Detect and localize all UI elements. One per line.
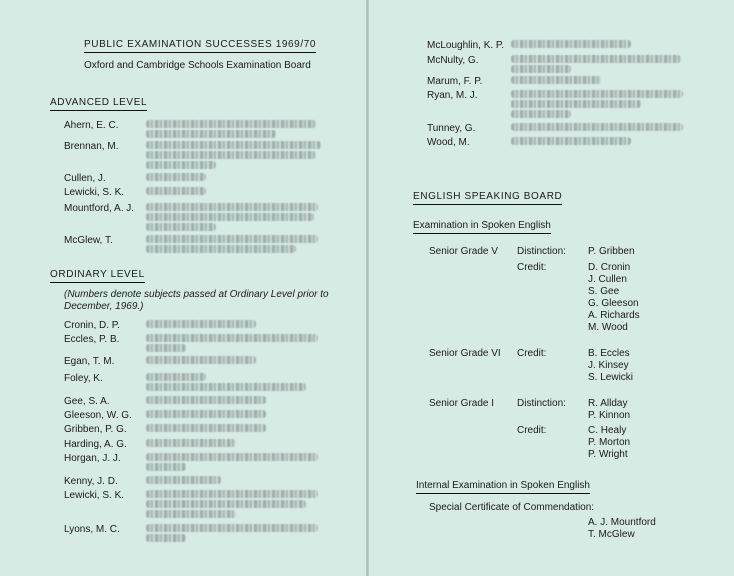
redacted-subjects [146, 373, 206, 381]
award-label: Credit: [517, 348, 547, 359]
student-name: A. J. Mountford [588, 517, 656, 528]
redacted-subjects [511, 100, 641, 108]
ordinary-level-heading: ORDINARY LEVEL [50, 269, 145, 283]
ordinary-name: Gribben, P. G. [64, 424, 127, 435]
redacted-subjects [511, 110, 571, 118]
redacted-subjects [511, 65, 571, 73]
redacted-subjects [146, 223, 216, 231]
redacted-subjects [146, 173, 206, 181]
student-name: S. Lewicki [588, 372, 634, 383]
award-label: Distinction: [517, 246, 566, 257]
ordinary-name: Lyons, M. C. [64, 524, 120, 535]
redacted-subjects [511, 137, 631, 145]
redacted-subjects [511, 123, 683, 131]
redacted-subjects [146, 490, 318, 498]
award-label: Distinction: [517, 398, 566, 409]
spoken-english-heading: Examination in Spoken English [413, 220, 551, 234]
ordinary-name: Harding, A. G. [64, 439, 127, 450]
student-name: M. Wood [588, 322, 628, 333]
board-subtitle: Oxford and Cambridge Schools Examination Board [84, 60, 311, 71]
advanced-name: Lewicki, S. K. [64, 187, 125, 198]
ordinary-name: Gleeson, W. G. [64, 410, 132, 421]
advanced-name: Brennan, M. [64, 141, 119, 152]
redacted-subjects [146, 320, 256, 328]
student-name: P. Morton [588, 437, 631, 448]
grade-label: Senior Grade V [429, 246, 498, 257]
redacted-subjects [146, 213, 314, 221]
grade-label: Senior Grade VI [429, 348, 501, 359]
ordinary-name: Cronin, D. P. [64, 320, 120, 331]
grade-label: Senior Grade I [429, 398, 495, 409]
ordinary-name: Ryan, M. J. [427, 90, 478, 101]
redacted-subjects [146, 130, 276, 138]
redacted-subjects [146, 534, 186, 542]
redacted-subjects [146, 344, 186, 352]
left-page [0, 0, 366, 576]
redacted-subjects [146, 334, 318, 342]
advanced-level-heading: ADVANCED LEVEL [50, 97, 147, 111]
advanced-name: Mountford, A. J. [64, 203, 135, 214]
redacted-subjects [146, 410, 266, 418]
student-name: P. Kinnon [588, 410, 631, 421]
redacted-subjects [146, 439, 236, 447]
redacted-subjects [146, 203, 318, 211]
advanced-name: McGlew, T. [64, 235, 113, 246]
student-name: G. Gleeson [588, 298, 639, 309]
redacted-subjects [146, 476, 221, 484]
right-page [369, 0, 734, 576]
redacted-subjects [511, 76, 601, 84]
redacted-subjects [146, 235, 318, 243]
redacted-subjects [146, 424, 266, 432]
advanced-name: Cullen, J. [64, 173, 106, 184]
redacted-subjects [146, 245, 296, 253]
redacted-subjects [146, 453, 318, 461]
student-name: B. Eccles [588, 348, 630, 359]
redacted-subjects [146, 356, 256, 364]
ordinary-name: Tunney, G. [427, 123, 476, 134]
student-name: S. Gee [588, 286, 620, 297]
ordinary-note: (Numbers denote subjects passed at Ordinary Level prior to December, 1969.) [64, 289, 329, 312]
esb-heading: ENGLISH SPEAKING BOARD [413, 191, 562, 205]
ordinary-name: Eccles, P. B. [64, 334, 120, 345]
redacted-subjects [146, 463, 186, 471]
ordinary-name: Wood, M. [427, 137, 470, 148]
redacted-subjects [511, 40, 631, 48]
redacted-subjects [146, 187, 206, 195]
internal-exam-heading: Internal Examination in Spoken English [416, 480, 590, 494]
student-name: C. Healy [588, 425, 627, 436]
ordinary-name: Egan, T. M. [64, 356, 115, 367]
redacted-subjects [146, 383, 306, 391]
redacted-subjects [146, 161, 216, 169]
ordinary-name: Kenny, J. D. [64, 476, 118, 487]
ordinary-name: McLoughlin, K. P. [427, 40, 505, 51]
redacted-subjects [146, 500, 306, 508]
redacted-subjects [146, 141, 321, 149]
redacted-subjects [511, 55, 681, 63]
page-title: PUBLIC EXAMINATION SUCCESSES 1969/70 [84, 39, 316, 53]
ordinary-name: McNulty, G. [427, 55, 479, 66]
redacted-subjects [146, 120, 316, 128]
student-name: P. Wright [588, 449, 628, 460]
advanced-name: Ahern, E. C. [64, 120, 119, 131]
student-name: R. Allday [588, 398, 628, 409]
student-name: P. Gribben [588, 246, 635, 257]
redacted-subjects [146, 510, 236, 518]
award-label: Credit: [517, 425, 547, 436]
ordinary-name: Lewicki, S. K. [64, 490, 125, 501]
redacted-subjects [146, 524, 318, 532]
student-name: J. Cullen [588, 274, 627, 285]
special-certificate-label: Special Certificate of Commendation: [429, 502, 595, 513]
student-name: A. Richards [588, 310, 640, 321]
redacted-subjects [146, 151, 316, 159]
ordinary-name: Gee, S. A. [64, 396, 110, 407]
student-name: T. McGlew [588, 529, 635, 540]
student-name: J. Kinsey [588, 360, 629, 371]
redacted-subjects [511, 90, 683, 98]
ordinary-name: Foley, K. [64, 373, 103, 384]
student-name: D. Cronin [588, 262, 631, 273]
redacted-subjects [146, 396, 266, 404]
ordinary-name: Horgan, J. J. [64, 453, 121, 464]
ordinary-name: Marum, F. P. [427, 76, 483, 87]
award-label: Credit: [517, 262, 547, 273]
